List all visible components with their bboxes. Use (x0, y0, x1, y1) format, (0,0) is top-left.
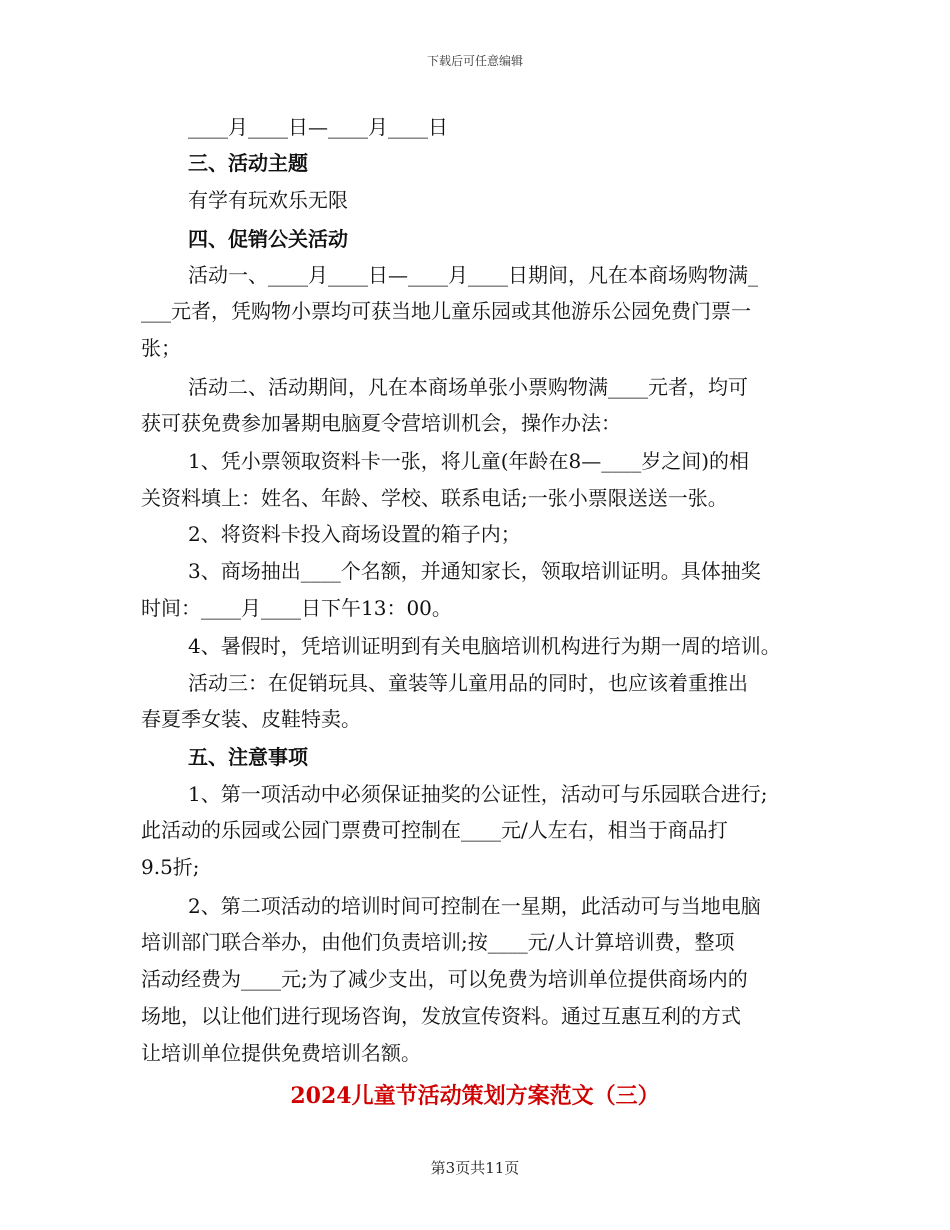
page-header: 下载后可任意编辑 (426, 54, 523, 68)
paragraph-line: 活动三：在促销玩具、童装等儿童用品的同时，也应该着重推出 (188, 671, 748, 695)
paragraph-line: 此活动的乐园或公园门票费可控制在____元/人左右，相当于商品打 (141, 818, 728, 842)
heading-theme: 三、活动主题 (188, 151, 308, 175)
paragraph-line: ___元者，凭购物小票均可获当地儿童乐园或其他游乐公园免费门票一 (141, 299, 751, 323)
list-item: 2、第二项活动的培训时间可控制在一星期，此活动可与当地电脑 (188, 894, 761, 918)
list-item: 1、第一项活动中必须保证抽奖的公证性，活动可与乐园联合进行; (188, 782, 768, 806)
theme-text: 有学有玩欢乐无限 (188, 188, 348, 212)
paragraph-line: 培训部门联合举办，由他们负责培训;按____元/人计算培训费，整项 (141, 930, 735, 954)
paragraph-line: 春夏季女装、皮鞋特卖。 (141, 707, 361, 731)
section-title: 2024儿童节活动策划方案范文（三） (290, 1083, 660, 1109)
list-item: 3、商场抽出____个名额，并通知家长，领取培训证明。具体抽奖 (188, 559, 761, 583)
paragraph-line: 时间：____月____日下午13：00。 (141, 596, 452, 620)
heading-notes: 五、注意事项 (188, 745, 308, 769)
paragraph-line: 让培训单位提供免费培训名额。 (141, 1041, 421, 1065)
paragraph-line: 活动一、____月____日—____月____日期间，凡在本商场购物满_ (188, 263, 758, 287)
list-item: 1、凭小票领取资料卡一张，将儿童(年龄在8—____岁之间)的相 (188, 449, 750, 473)
date-range-line: ____月____日—____月____日 (188, 115, 448, 139)
paragraph-line: 获可获免费参加暑期电脑夏令营培训机会，操作办法： (141, 411, 621, 435)
paragraph-line: 活动经费为____元;为了减少支出，可以免费为培训单位提供商场内的 (141, 967, 748, 991)
paragraph-line: 场地，以让他们进行现场咨询，发放宣传资料。通过互惠互利的方式 (141, 1004, 741, 1028)
paragraph-line: 关资料填上：姓名、年龄、学校、联系电话;一张小票限送送一张。 (141, 486, 728, 510)
list-item: 4、暑假时，凭培训证明到有关电脑培训机构进行为期一周的培训。 (188, 634, 781, 658)
page-footer: 第3页共11页 (430, 1159, 520, 1177)
paragraph-line: 9.5折; (141, 855, 200, 879)
list-item: 2、将资料卡投入商场设置的箱子内； (188, 522, 521, 546)
heading-promotion: 四、促销公关活动 (188, 227, 348, 251)
paragraph-line: 活动二、活动期间，凡在本商场单张小票购物满____元者，均可 (188, 375, 748, 399)
paragraph-line: 张； (141, 336, 181, 360)
